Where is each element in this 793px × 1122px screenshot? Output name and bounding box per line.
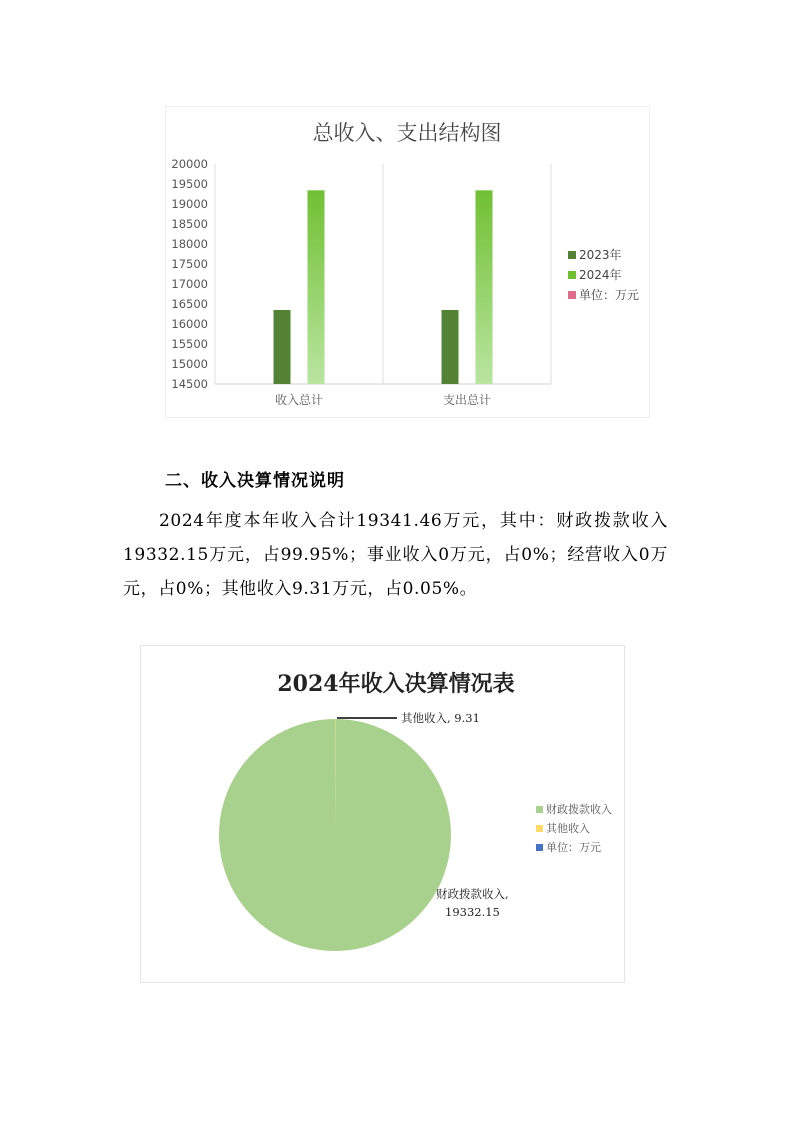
legend-item: 2024年 — [579, 268, 622, 282]
legend-item: 单位：万元 — [579, 288, 640, 302]
income-paragraph: 2024年度本年收入合计19341.46万元，其中：财政拨款收入19332.15万元，占99.95%；事业收入0万元，占0%；经营收入0万元，占0%；其他收入9.31万元，占0.05%。 — [123, 511, 668, 599]
y-tick-label: 14500 — [171, 377, 208, 391]
y-tick-label: 16500 — [171, 297, 208, 311]
legend-swatch — [536, 844, 543, 851]
y-tick-label: 17000 — [171, 277, 208, 291]
bar-chart-title: 总收入、支出结构图 — [312, 121, 502, 145]
bar-2024-0 — [308, 190, 325, 384]
y-tick-label: 19000 — [171, 197, 208, 211]
bar-2023-0 — [274, 310, 291, 384]
legend-item: 财政拨款收入 — [546, 803, 612, 816]
y-tick-label: 20000 — [171, 157, 208, 171]
category-label: 收入总计 — [274, 393, 324, 407]
legend-swatch — [536, 825, 543, 832]
bar-2023-1 — [442, 310, 459, 384]
y-tick-label: 16000 — [171, 317, 208, 331]
y-tick-label: 15500 — [171, 337, 208, 351]
y-tick-label: 19500 — [171, 177, 208, 191]
legend-item: 其他收入 — [546, 822, 590, 835]
legend-swatch — [568, 291, 576, 299]
y-tick-label: 17500 — [171, 257, 208, 271]
pie-chart-title: 2024年收入决算情况表 — [277, 671, 515, 697]
slice-label-main: 财政拨款收入, — [436, 887, 509, 901]
pie-chart-frame — [140, 645, 625, 983]
legend-swatch — [568, 271, 576, 279]
slice-label-other: 其他收入, 9.31 — [401, 711, 480, 725]
y-tick-label: 18500 — [171, 217, 208, 231]
legend-swatch — [568, 251, 576, 259]
y-tick-label: 15000 — [171, 357, 208, 371]
bar-chart — [166, 107, 649, 417]
pie-slice-main — [219, 719, 451, 951]
bar-2024-1 — [476, 190, 493, 384]
legend-swatch — [536, 806, 543, 813]
pie-chart — [141, 646, 624, 982]
bar-chart-frame — [165, 106, 650, 418]
slice-label-main-value: 19332.15 — [445, 905, 500, 919]
section-heading: 二、收入决算情况说明 — [165, 471, 345, 491]
legend-item: 2023年 — [579, 248, 622, 262]
category-label: 支出总计 — [442, 393, 492, 407]
legend-item: 单位：万元 — [546, 841, 601, 854]
y-tick-label: 18000 — [171, 237, 208, 251]
